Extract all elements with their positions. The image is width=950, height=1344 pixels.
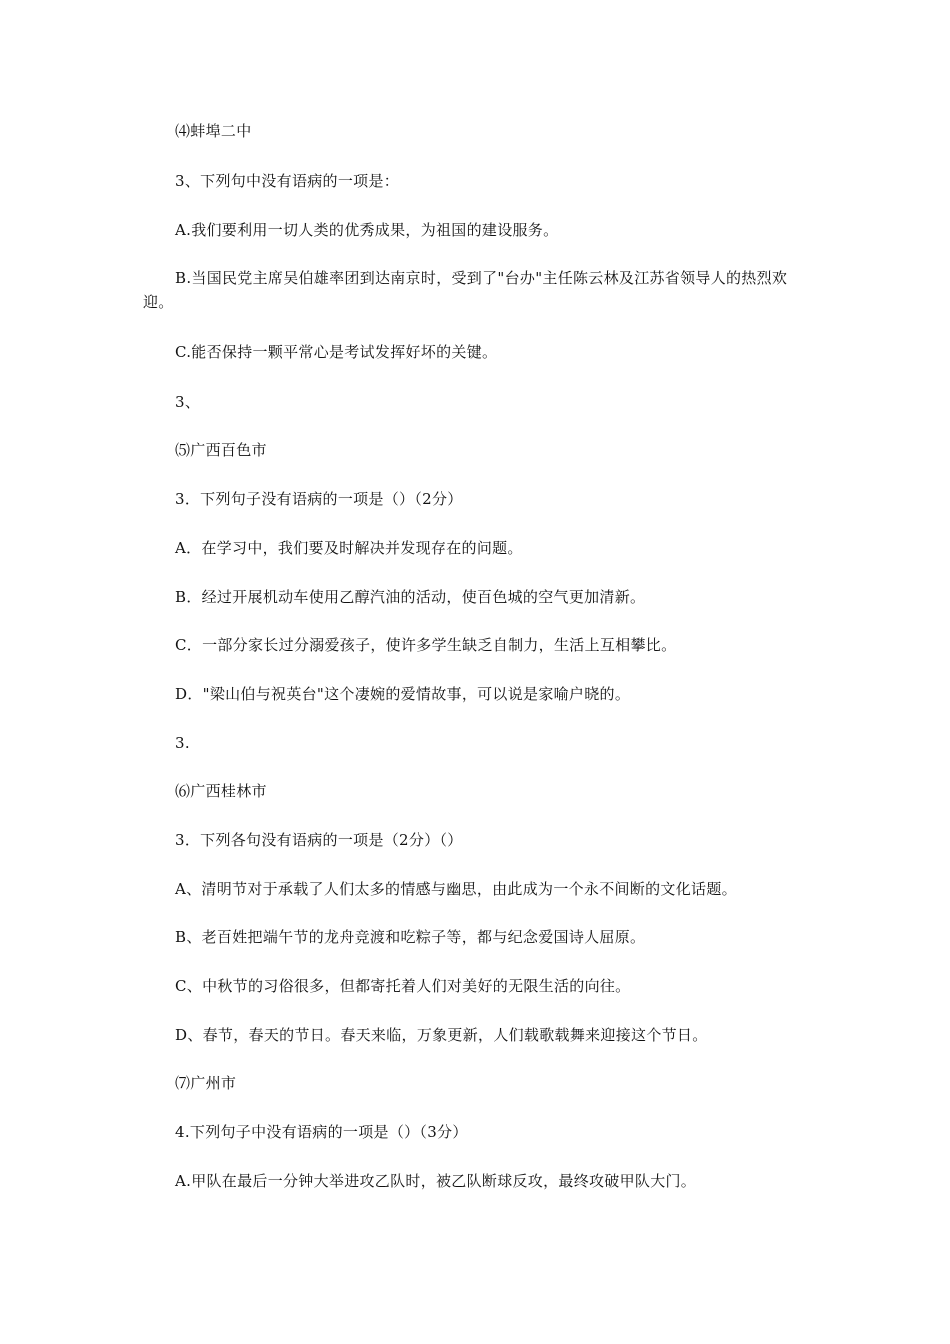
option-text: C.能否保持一颗平常心是考试发挥好坏的关键。 <box>175 343 498 361</box>
option-text: A、清明节对于承载了人们太多的情感与幽思，由此成为一个永不间断的文化话题。 <box>175 880 737 898</box>
option-text: B.当国民党主席吴伯雄率团到达南京时，受到了"台办"主任陈云林及江苏省领导人的热烈欢迎。 <box>143 269 788 311</box>
option-text: D、春节，春天的节日。春天来临，万象更新，人们载歌载舞来迎接这个节日。 <box>175 1026 708 1044</box>
option-text: A．在学习中，我们要及时解决并发现存在的问题。 <box>175 539 523 557</box>
option-text: A.甲队在最后一分钟大举进攻乙队时，被乙队断球反攻，最终攻破甲队大门。 <box>175 1172 697 1190</box>
question-text: 3．下列各句没有语病的一项是（2分）（） <box>175 831 463 849</box>
option-text: C、中秋节的习俗很多，但都寄托着人们对美好的无限生活的向往。 <box>175 977 631 995</box>
option-text: B、老百姓把端午节的龙舟竞渡和吃粽子等，都与纪念爱国诗人屈原。 <box>175 928 646 946</box>
section-heading-bengbu: ⑷蚌埠二中 <box>175 122 252 140</box>
section-heading-guilin: ⑹广西桂林市 <box>175 782 267 800</box>
section-heading-baise: ⑸广西百色市 <box>175 441 267 459</box>
question-text: 3、下列句中没有语病的一项是： <box>175 172 400 190</box>
question-text: 4.下列句子中没有语病的一项是（）（3分） <box>175 1123 468 1141</box>
option-text: B．经过开展机动车使用乙醇汽油的活动，使百色城的空气更加清新。 <box>175 588 646 606</box>
question-text: 3．下列句子没有语病的一项是（）（2分） <box>175 490 463 508</box>
section-heading-guangzhou: ⑺广州市 <box>175 1074 237 1092</box>
answer-text: 3. <box>175 734 190 752</box>
answer-text: 3、 <box>175 393 201 411</box>
option-text: A.我们要利用一切人类的优秀成果，为祖国的建设服务。 <box>175 221 559 239</box>
option-text: C．一部分家长过分溺爱孩子，使许多学生缺乏自制力，生活上互相攀比。 <box>175 636 677 654</box>
option-text: D．"梁山伯与祝英台"这个凄婉的爱情故事，可以说是家喻户晓的。 <box>175 685 631 703</box>
